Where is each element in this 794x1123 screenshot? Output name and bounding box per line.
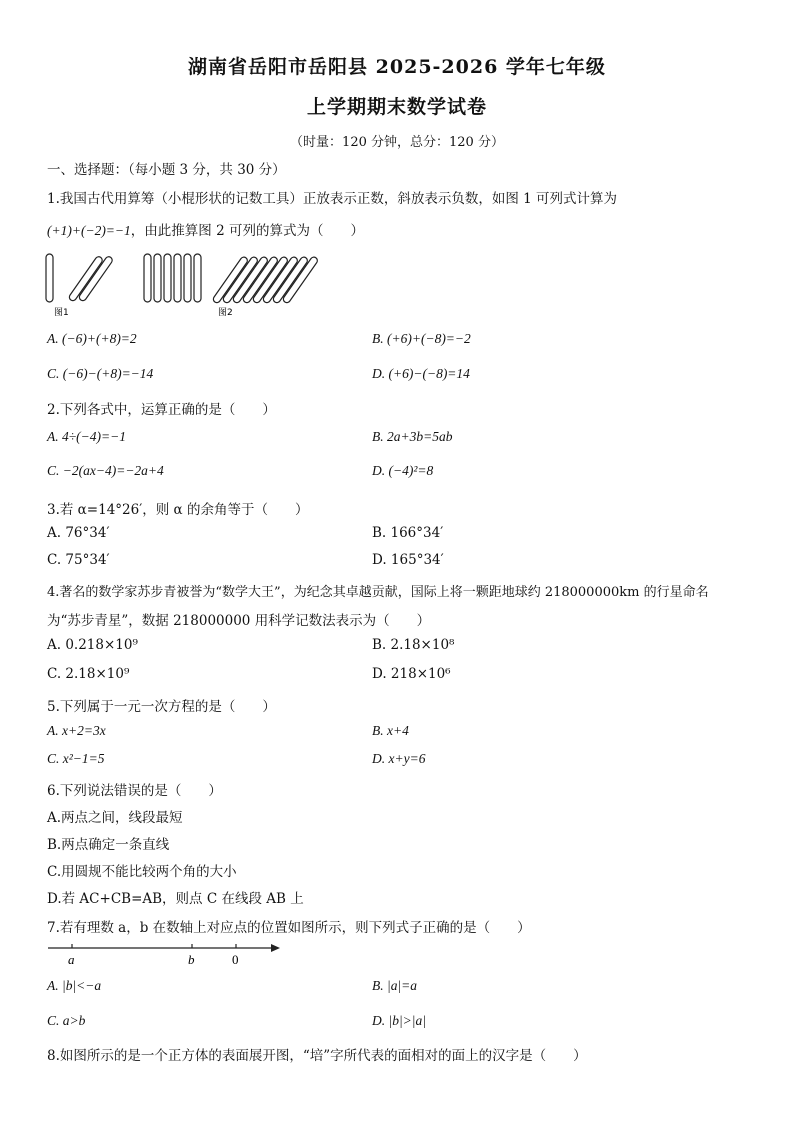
rod-upright <box>154 254 161 302</box>
q3-option-b[interactable]: B. 166°34′ <box>372 525 444 541</box>
q4-stem-line1: 4.著名的数学家苏步青被誉为“数学大王”，为纪念其卓越贡献，国际上将一颗距地球约 218000000km 的行星命名 <box>47 585 709 600</box>
fig2-label: 图2 <box>218 308 233 318</box>
q2-stem: 2.下列各式中，运算正确的是（ ） <box>47 402 276 418</box>
q6-option-c[interactable]: C.用圆规不能比较两个角的大小 <box>47 864 237 880</box>
q1-option-a[interactable]: A. (−6)+(+8)=2 <box>47 331 137 346</box>
q2-option-c[interactable]: C. −2(ax−4)=−2a+4 <box>47 463 164 478</box>
q2-option-b[interactable]: B. 2a+3b=5ab <box>372 429 453 444</box>
q3-option-c[interactable]: C. 75°34′ <box>47 552 110 568</box>
q6-option-b[interactable]: B.两点确定一条直线 <box>47 837 170 853</box>
q6-option-d[interactable]: D.若 AC+CB=AB，则点 C 在线段 AB 上 <box>47 891 304 907</box>
exam-title-line1: 湖南省岳阳市岳阳县 2025-2026 学年七年级 <box>188 56 606 78</box>
q8-stem: 8.如图所示的是一个正方体的表面展开图，“培”字所代表的面相对的面上的汉字是（ ） <box>47 1048 587 1064</box>
rod-upright <box>46 254 53 302</box>
q4-option-b[interactable]: B. 2.18×10⁸ <box>372 637 455 653</box>
q1-option-c[interactable]: C. (−6)−(+8)=−14 <box>47 366 154 381</box>
q2-option-a[interactable]: A. 4÷(−4)=−1 <box>47 429 126 444</box>
q5-option-d[interactable]: D. x+y=6 <box>372 751 426 766</box>
rod-upright <box>174 254 181 302</box>
section-heading: 一、选择题：（每小题 3 分，共 30 分） <box>47 162 286 178</box>
q5-stem: 5.下列属于一元一次方程的是（ ） <box>47 699 276 715</box>
q7-option-a[interactable]: A. |b|<−a <box>47 978 102 993</box>
q4-stem-line2: 为“苏步青星”，数据 218000000 用科学记数法表示为（ ） <box>47 613 431 629</box>
rod-upright <box>144 254 151 302</box>
q7-stem: 7.若有理数 a，b 在数轴上对应点的位置如图所示，则下列式子正确的是（ ） <box>47 920 531 936</box>
q5-option-b[interactable]: B. x+4 <box>372 723 409 738</box>
rod-upright <box>164 254 171 302</box>
q7-option-c[interactable]: C. a>b <box>47 1013 86 1028</box>
q2-option-d[interactable]: D. (−4)²=8 <box>372 463 434 478</box>
q5-option-c[interactable]: C. x²−1=5 <box>47 751 105 766</box>
axis-arrow <box>271 944 280 952</box>
q1-option-d[interactable]: D. (+6)−(−8)=14 <box>372 366 470 381</box>
axis-label-a: a <box>68 952 75 967</box>
q1-figure <box>40 250 320 325</box>
q1-formula: (+1)+(−2)=−1 <box>47 223 131 238</box>
q4-option-d[interactable]: D. 218×10⁶ <box>372 666 451 682</box>
rod-upright <box>194 254 201 302</box>
q4-option-a[interactable]: A. 0.218×10⁹ <box>47 637 138 653</box>
q7-option-d[interactable]: D. |b|>|a| <box>372 1013 426 1028</box>
axis-label-b: b <box>188 952 195 967</box>
q4-option-c[interactable]: C. 2.18×10⁹ <box>47 666 130 682</box>
q1-stem-line2 <box>47 219 364 239</box>
axis-label-zero: 0 <box>232 952 239 967</box>
q3-option-a[interactable]: A. 76°34′ <box>47 525 110 541</box>
q1-stem-line1: 1.我国古代用算筹（小棍形状的记数工具）正放表示正数，斜放表示负数，如图 1 可列式计算为 <box>47 191 618 207</box>
q7-number-line <box>44 940 289 970</box>
q5-option-a[interactable]: A. x+2=3x <box>47 723 106 738</box>
exam-title-line2: 上学期期末数学试卷 <box>306 96 487 118</box>
q6-option-a[interactable]: A.两点之间，线段最短 <box>47 810 183 826</box>
q1-option-b[interactable]: B. (+6)+(−8)=−2 <box>372 331 471 346</box>
q3-stem: 3.若 α=14°26′，则 α 的余角等于（ ） <box>47 502 309 518</box>
q7-option-b[interactable]: B. |a|=a <box>372 978 418 993</box>
q3-option-d[interactable]: D. 165°34′ <box>372 552 444 568</box>
exam-subtitle: （时量：120 分钟，总分：120 分） <box>290 135 504 150</box>
fig1-label: 图1 <box>54 308 69 318</box>
rod-upright <box>184 254 191 302</box>
q6-stem: 6.下列说法错误的是（ ） <box>47 783 222 799</box>
q1-stem-suffix: ，由此推算图 2 可列的算式为（ ） <box>130 223 364 239</box>
